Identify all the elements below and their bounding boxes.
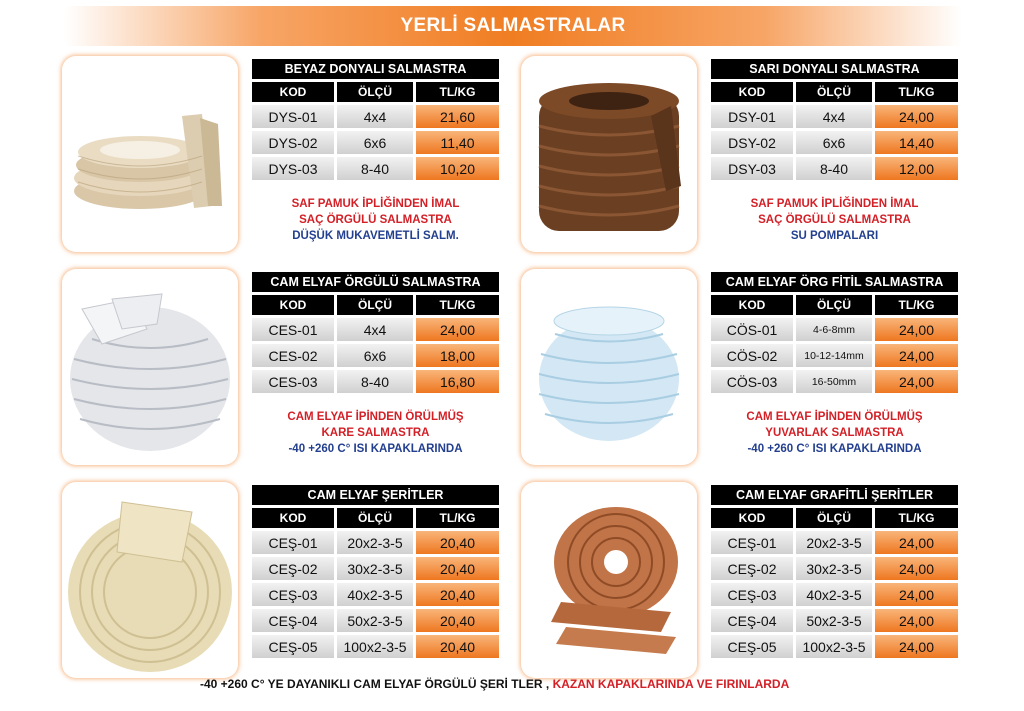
table-title: SARI DONYALI SALMASTRA (711, 59, 958, 79)
table-header-row (711, 295, 958, 315)
cell-price: 12,00 (875, 157, 958, 180)
table-title: CAM ELYAF ÖRGÜLÜ SALMASTRA (252, 272, 499, 292)
table-row (711, 318, 958, 341)
cell-olcu: 10-12-14mm (796, 344, 872, 367)
desc-line: -40 +260 C° ISI KAPAKLARINDA (747, 443, 922, 455)
header-kod: KOD (711, 82, 793, 102)
cell-price: 20,40 (416, 583, 499, 606)
header-kod: KOD (711, 295, 793, 315)
price-table (252, 59, 499, 183)
product-photo-round-fiberglass-rope (521, 269, 697, 465)
cell-price: 20,40 (416, 557, 499, 580)
table-title: CAM ELYAF ÖRG FİTİL SALMASTRA (711, 272, 958, 292)
cell-price: 21,60 (416, 105, 499, 128)
price-table (252, 485, 499, 661)
header-olcu: ÖLÇÜ (337, 295, 413, 315)
cell-price: 24,00 (875, 318, 958, 341)
cell-olcu: 8-40 (337, 157, 413, 180)
table-header-row (711, 82, 958, 102)
cell-price: 20,40 (416, 609, 499, 632)
cell-price: 18,00 (416, 344, 499, 367)
product-photo-brown-packing (521, 56, 697, 252)
table-row (711, 609, 958, 632)
product-description (711, 196, 958, 244)
table-header-row (711, 508, 958, 528)
table-title: BEYAZ DONYALI SALMASTRA (252, 59, 499, 79)
cell-olcu: 20x2-3-5 (796, 531, 872, 554)
price-table (252, 272, 499, 396)
table-row (711, 157, 958, 180)
header-tlkg: TL/KG (875, 508, 958, 528)
cell-kod: CEŞ-01 (252, 531, 334, 554)
table-header-row (252, 508, 499, 528)
desc-line: CAM ELYAF İPİNDEN ÖRÜLMÜŞ (746, 411, 923, 423)
cell-olcu: 100x2-3-5 (796, 635, 872, 658)
cell-olcu: 30x2-3-5 (796, 557, 872, 580)
cell-price: 20,40 (416, 531, 499, 554)
cell-kod: CEŞ-04 (711, 609, 793, 632)
header-kod: KOD (252, 82, 334, 102)
cell-kod: DSY-02 (711, 131, 793, 154)
cell-olcu: 6x6 (337, 131, 413, 154)
desc-line: -40 +260 C° ISI KAPAKLARINDA (288, 443, 463, 455)
desc-line: SAÇ ÖRGÜLÜ SALMASTRA (299, 214, 452, 226)
table-row (252, 609, 499, 632)
cell-kod: CEŞ-01 (711, 531, 793, 554)
header-tlkg: TL/KG (875, 82, 958, 102)
desc-line: SU POMPALARI (790, 230, 879, 242)
table-row (252, 557, 499, 580)
table-row (252, 157, 499, 180)
cell-price: 24,00 (875, 583, 958, 606)
table-row (252, 531, 499, 554)
header-olcu: ÖLÇÜ (796, 82, 872, 102)
table-title: CAM ELYAF ŞERİTLER (252, 485, 499, 505)
cell-olcu: 8-40 (796, 157, 872, 180)
table-row (711, 635, 958, 658)
cell-kod: DSY-03 (711, 157, 793, 180)
cell-kod: DSY-01 (711, 105, 793, 128)
cell-olcu: 100x2-3-5 (337, 635, 413, 658)
cell-olcu: 6x6 (796, 131, 872, 154)
cell-olcu: 16-50mm (796, 370, 872, 393)
table-row (711, 557, 958, 580)
cell-price: 24,00 (875, 344, 958, 367)
header-kod: KOD (252, 508, 334, 528)
cell-kod: DYS-01 (252, 105, 334, 128)
table-row (711, 583, 958, 606)
cell-olcu: 6x6 (337, 344, 413, 367)
cell-price: 24,00 (875, 609, 958, 632)
header-olcu: ÖLÇÜ (337, 82, 413, 102)
header-olcu: ÖLÇÜ (337, 508, 413, 528)
cell-kod: CEŞ-05 (711, 635, 793, 658)
product-photo-fiberglass-rope (62, 269, 238, 465)
table-row (252, 344, 499, 367)
table-row (711, 531, 958, 554)
cell-price: 14,40 (875, 131, 958, 154)
price-table (711, 272, 958, 396)
header-tlkg: TL/KG (875, 295, 958, 315)
table-header-row (252, 295, 499, 315)
cell-olcu: 8-40 (337, 370, 413, 393)
desc-line: CAM ELYAF İPİNDEN ÖRÜLMÜŞ (287, 411, 464, 423)
cell-price: 24,00 (875, 635, 958, 658)
cell-kod: DYS-03 (252, 157, 334, 180)
cell-price: 16,80 (416, 370, 499, 393)
cell-price: 20,40 (416, 635, 499, 658)
desc-line: SAF PAMUK İPLİĞİNDEN İMAL (291, 198, 460, 210)
table-row (252, 583, 499, 606)
cell-price: 24,00 (875, 531, 958, 554)
footer-text: -40 +260 C° YE DAYANIKLI CAM ELYAF ÖRGÜLÜ ŞERİ TLER , (200, 677, 550, 691)
cell-kod: CÖS-01 (711, 318, 793, 341)
footer-highlight: KAZAN KAPAKLARINDA VE FIRINLARDA (552, 677, 790, 691)
table-row (711, 344, 958, 367)
cell-price: 24,00 (875, 370, 958, 393)
table-row (711, 131, 958, 154)
page-banner: YERLİ SALMASTRALAR (64, 6, 962, 46)
cell-kod: CÖS-02 (711, 344, 793, 367)
cell-olcu: 30x2-3-5 (337, 557, 413, 580)
footer-note (200, 677, 789, 691)
product-photo-white-cotton-packing (62, 56, 238, 252)
product-description (711, 409, 958, 457)
cell-kod: DYS-02 (252, 131, 334, 154)
header-tlkg: TL/KG (416, 82, 499, 102)
table-row (252, 318, 499, 341)
header-tlkg: TL/KG (416, 295, 499, 315)
table-header-row (252, 82, 499, 102)
table-title: CAM ELYAF GRAFİTLİ ŞERİTLER (711, 485, 958, 505)
cell-kod: CÖS-03 (711, 370, 793, 393)
table-row (252, 635, 499, 658)
cell-price: 24,00 (875, 557, 958, 580)
table-row (252, 131, 499, 154)
cell-olcu: 4x4 (337, 105, 413, 128)
cell-price: 24,00 (875, 105, 958, 128)
cell-olcu: 4-6-8mm (796, 318, 872, 341)
table-row (711, 370, 958, 393)
cell-kod: CEŞ-02 (252, 557, 334, 580)
cell-olcu: 50x2-3-5 (796, 609, 872, 632)
cell-kod: CEŞ-05 (252, 635, 334, 658)
table-row (252, 105, 499, 128)
desc-line: YUVARLAK SALMASTRA (765, 427, 904, 439)
product-photo-fiberglass-tape (62, 482, 238, 678)
cell-kod: CEŞ-04 (252, 609, 334, 632)
cell-olcu: 50x2-3-5 (337, 609, 413, 632)
product-photo-graphite-tape (521, 482, 697, 678)
header-tlkg: TL/KG (416, 508, 499, 528)
desc-line: KARE SALMASTRA (321, 427, 430, 439)
cell-kod: CEŞ-03 (711, 583, 793, 606)
cell-olcu: 20x2-3-5 (337, 531, 413, 554)
cell-price: 10,20 (416, 157, 499, 180)
desc-line: SAF PAMUK İPLİĞİNDEN İMAL (750, 198, 919, 210)
table-row (711, 105, 958, 128)
product-description (252, 196, 499, 244)
cell-price: 24,00 (416, 318, 499, 341)
header-olcu: ÖLÇÜ (796, 508, 872, 528)
cell-price: 11,40 (416, 131, 499, 154)
cell-kod: CEŞ-03 (252, 583, 334, 606)
cell-kod: CES-02 (252, 344, 334, 367)
product-description (252, 409, 499, 457)
header-kod: KOD (252, 295, 334, 315)
desc-line: SAÇ ÖRGÜLÜ SALMASTRA (758, 214, 911, 226)
header-kod: KOD (711, 508, 793, 528)
desc-line: DÜŞÜK MUKAVEMETLİ SALM. (292, 230, 459, 242)
price-table (711, 59, 958, 183)
cell-kod: CEŞ-02 (711, 557, 793, 580)
cell-olcu: 4x4 (337, 318, 413, 341)
cell-olcu: 40x2-3-5 (337, 583, 413, 606)
price-table (711, 485, 958, 661)
table-row (252, 370, 499, 393)
cell-olcu: 4x4 (796, 105, 872, 128)
cell-olcu: 40x2-3-5 (796, 583, 872, 606)
cell-kod: CES-01 (252, 318, 334, 341)
header-olcu: ÖLÇÜ (796, 295, 872, 315)
cell-kod: CES-03 (252, 370, 334, 393)
